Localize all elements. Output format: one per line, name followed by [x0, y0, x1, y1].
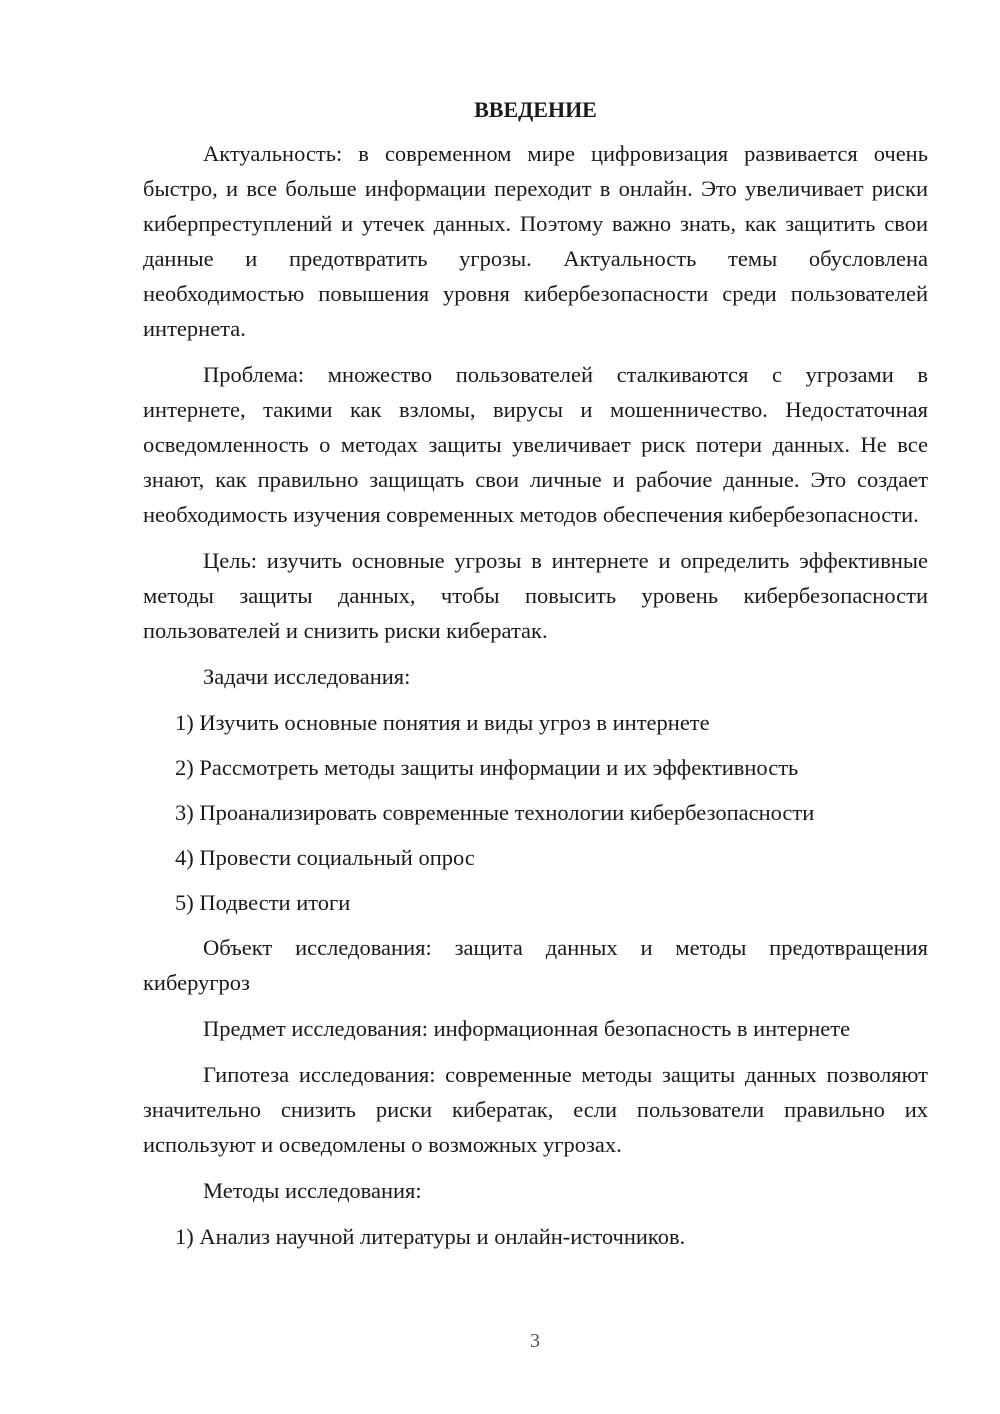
task-item: 1) Изучить основные понятия и виды угроз в интернете — [175, 710, 710, 735]
methods-list — [143, 1219, 928, 1254]
problem-paragraph: Проблема: множество пользователей сталкиваются с угрозами в интернете, такими как взломы, вирусы и мошенничество. Недостаточная осведомленность о методах защиты увеличивает риск потери данных. Не все знают, как правильно защищать свои личные и рабочие данные. Это создает необходимость изучения современных методов обеспечения кибербезопасности. — [143, 362, 928, 527]
method-item: 1) Анализ научной литературы и онлайн-источников. — [175, 1224, 686, 1249]
task-item: 4) Провести социальный опрос — [175, 845, 475, 870]
page-number: 3 — [530, 1330, 540, 1352]
task-item: 3) Проанализировать современные технологии кибербезопасности — [175, 800, 815, 825]
section-heading: ВВЕДЕНИЕ — [474, 97, 597, 122]
tasks-list — [143, 705, 928, 920]
subject-paragraph: Предмет исследования: информационная безопасность в интернете — [203, 1016, 851, 1041]
document-page — [143, 94, 928, 1264]
object-paragraph: Объект исследования: защита данных и методы предотвращения киберугроз — [143, 935, 928, 995]
methods-heading: Методы исследования: — [203, 1178, 422, 1203]
task-item: 5) Подвести итоги — [175, 890, 351, 915]
relevance-paragraph: Актуальность: в современном мире цифровизация развивается очень быстро, и все больше информации переходит в онлайн. Это увеличивает риски киберпреступлений и утечек данных. Поэтому важно знать, как защитить свои данные и предотвратить угрозы. Актуальность темы обусловлена необходимостью повышения уровня кибербезопасности среди пользователей интернета. — [143, 141, 928, 341]
tasks-heading: Задачи исследования: — [203, 664, 411, 689]
hypothesis-paragraph: Гипотеза исследования: современные методы защиты данных позволяют значительно снизить риски кибератак, если пользователи правильно их используют и осведомлены о возможных угрозах. — [143, 1062, 928, 1157]
goal-paragraph: Цель: изучить основные угрозы в интернете и определить эффективные методы защиты данных, чтобы повысить уровень кибербезопасности пользователей и снизить риски кибератак. — [143, 548, 928, 643]
task-item: 2) Рассмотреть методы защиты информации и их эффективность — [175, 755, 799, 780]
